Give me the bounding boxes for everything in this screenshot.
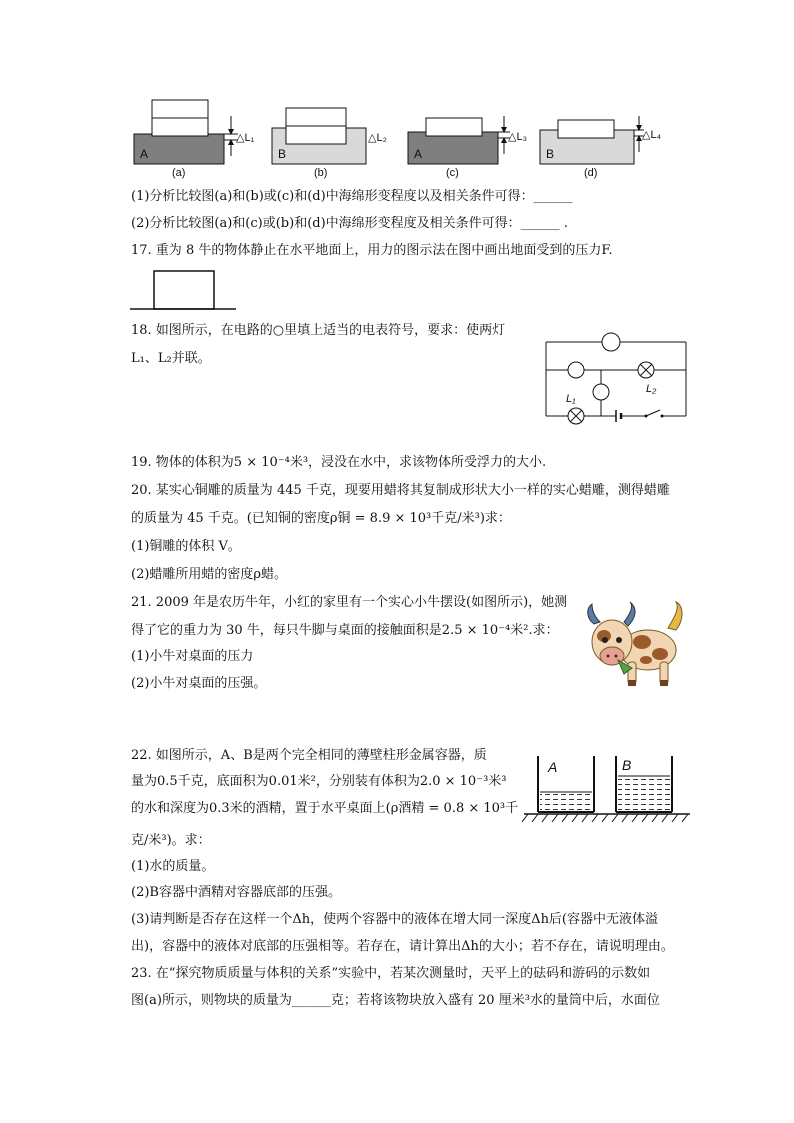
q19-text: 19. 物体的体积为5 × 10⁻⁴米³，浸没在水中，求该物体所受浮力的大小. <box>131 455 547 470</box>
q23-line-1: 23. 在“探究物质质量与体积的关系”实验中，若某次测量时，天平上的砝码和游码的示数如 <box>131 966 651 981</box>
panel-a-block-label: A <box>140 147 149 161</box>
q21-line-3: (1)小牛对桌面的压力 <box>131 649 254 664</box>
circuit-figure <box>538 330 694 426</box>
q18-line-2: L₁、L₂并联。 <box>131 351 211 366</box>
panel-d-delta-label: △L₄ <box>642 129 662 141</box>
container-b-label: B <box>622 757 632 773</box>
lamp-l2-label: L₂ <box>646 383 657 395</box>
q23-line-2: 图(a)所示，则物块的质量为______克；若将该物块放入盛有 20 厘米³水的量筒中后，水面位 <box>131 993 660 1008</box>
switch <box>646 410 660 416</box>
panel-d-block-label: B <box>546 147 555 161</box>
meter-slot-middle <box>593 384 609 400</box>
lamp-l1-label: L₁ <box>566 393 576 405</box>
q20-line-2: 的质量为 45 千克。(已知铜的密度ρ铜 = 8.9 × 10³千克/米³)求： <box>131 511 511 526</box>
q22-line-8: 出)，容器中的液体对底部的压强相等。若存在，请计算出Δh的大小；若不存在，请说明理由。 <box>131 939 674 954</box>
panel-c-block-label: A <box>414 147 423 161</box>
q22-line-1: 22. 如图所示，A、B是两个完全相同的薄壁柱形金属容器，质 <box>131 748 487 763</box>
containers-figure <box>520 752 694 824</box>
q22-line-6: (2)B容器中酒精对容器底部的压强。 <box>131 885 341 900</box>
container-b-alcohol <box>618 776 670 812</box>
q20-line-1: 20. 某实心铜雕的质量为 445 千克，现要用蜡将其复制成形状大小一样的实心蜡雕，测得蜡雕 <box>131 483 670 498</box>
block-on-ground-figure <box>128 268 238 314</box>
sponge-figure <box>128 94 668 180</box>
panel-a <box>134 100 255 179</box>
q21-line-2: 得了它的重力为 30 牛，每只牛脚与桌面的接触面积是2.5 × 10⁻⁴米².求： <box>131 623 559 638</box>
q21-line-1: 21. 2009 年是农历牛年，小红的家里有一个实心小牛摆设(如图所示)，她测 <box>131 595 568 610</box>
q17-text: 17. 重为 8 牛的物体静止在水平地面上，用力的图示法在图中画出地面受到的压力F. <box>131 243 613 258</box>
q18-line-1: 18. 如图所示，在电路的○里填上适当的电表符号，要求：使两灯 <box>131 323 506 338</box>
panel-a-caption: (a) <box>172 167 186 179</box>
q22-line-7: (3)请判断是否存在这样一个Δh，使两个容器中的液体在增大同一深度Δh后(容器中无液体溢 <box>131 912 659 927</box>
panel-a-delta-label: △L₁ <box>236 132 255 144</box>
q20-line-4: (2)蜡雕所用蜡的密度ρ蜡。 <box>131 567 288 582</box>
q20-line-3: (1)铜雕的体积 V。 <box>131 539 241 554</box>
q16-line-2: (2)分析比较图(a)和(c)或(b)和(d)中海绵形变程度及相关条件可得：______ . <box>131 216 568 231</box>
panel-d-caption: (d) <box>584 167 598 179</box>
q22-line-3: 的水和深度为0.3米的酒精，置于水平桌面上(ρ酒精 = 0.8 × 10³千 <box>131 801 519 816</box>
panel-c-caption: (c) <box>446 167 459 179</box>
q22-line-4: 克/米³)。求： <box>131 833 211 848</box>
panel-d <box>540 116 662 179</box>
panel-b-caption: (b) <box>314 167 328 179</box>
q21-line-4: (2)小牛对桌面的压强。 <box>131 676 267 691</box>
container-a-water <box>540 792 592 812</box>
q16-line-1: (1)分析比较图(a)和(b)或(c)和(d)中海绵形变程度以及相关条件可得：______ <box>131 189 573 204</box>
q22-line-5: (1)水的质量。 <box>131 859 215 874</box>
meter-slot-top <box>602 333 620 351</box>
meter-slot-left <box>568 362 584 378</box>
panel-b-block-label: B <box>278 147 287 161</box>
q22-line-2: 量为0.5千克，底面积为0.01米²，分别装有体积为2.0 × 10⁻³米³ <box>131 774 507 789</box>
panel-b-delta-label: △L₂ <box>368 132 387 144</box>
cow-illustration <box>584 598 692 694</box>
container-a-label: A <box>548 759 558 775</box>
panel-b <box>272 108 387 179</box>
panel-c <box>408 116 527 179</box>
panel-c-delta-label: △L₃ <box>508 131 528 143</box>
